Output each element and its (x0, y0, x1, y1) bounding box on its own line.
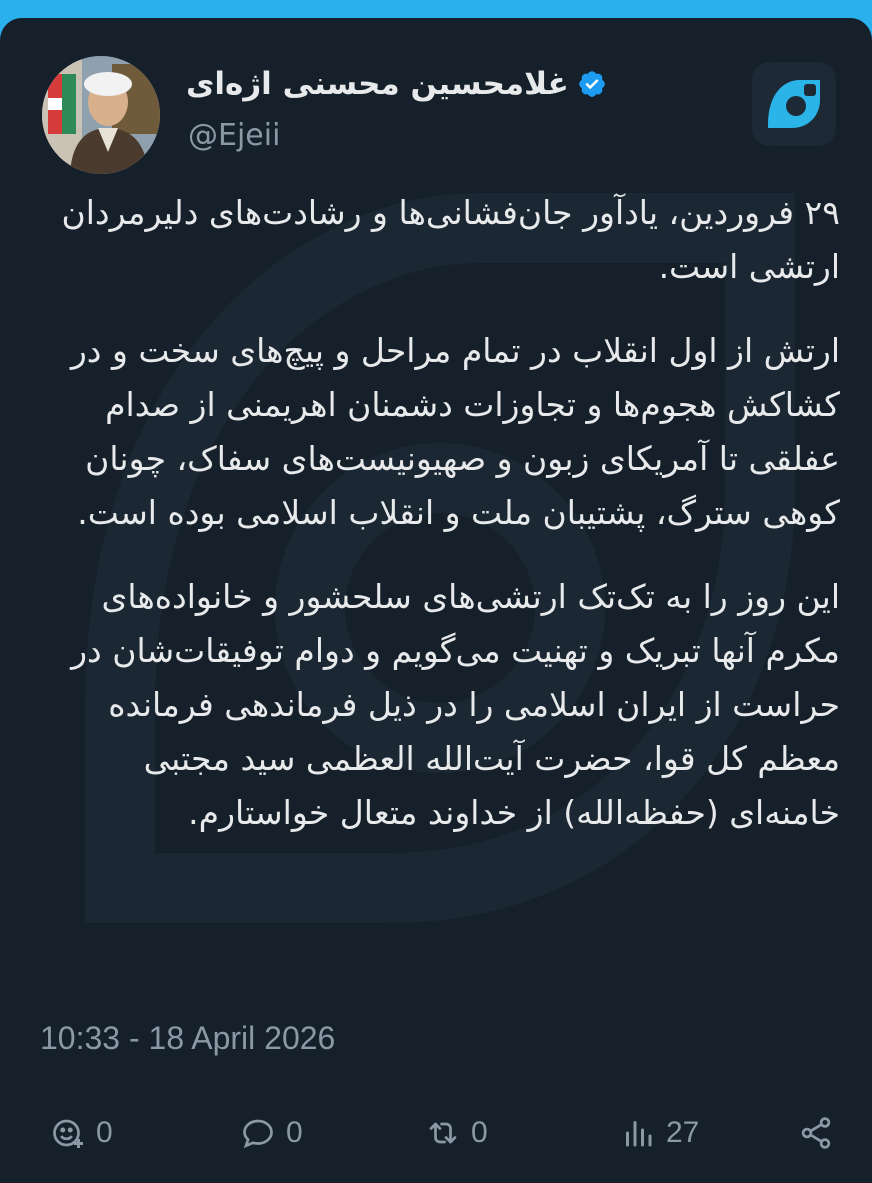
avatar-image (42, 56, 160, 174)
comment-count: 0 (286, 1116, 303, 1149)
share-icon (798, 1115, 834, 1151)
author-name-row[interactable] (186, 62, 607, 106)
retweet-button[interactable] (425, 1108, 488, 1158)
tweet-card (0, 18, 872, 1183)
emoji-add-icon (50, 1115, 86, 1151)
retweet-count: 0 (471, 1116, 488, 1149)
author-name[interactable]: غلامحسین محسنی اژه‌ای (186, 66, 569, 102)
tweet-paragraph: ارتش از اول انقلاب در تمام مراحل و پیچ‌های سخت و در کشاکش هجوم‌ها و تجاوزات دشمنان اهریمنی از صدام عفلقی تا آمریکای زبون و صهیونیست‌های سفاک، چونان کوهی سترگ، پشتیبان ملت و انقلاب اسلامی بوده است. (70, 331, 840, 532)
tweet-paragraph: این روز را به تک‌تک ارتشی‌های سلحشور و خانواده‌های مکرم آنها تبریک و تهنیت می‌گویم و دوام توفیقات‌شان در حراست از ایران اسلامی را در ذیل فرماندهی فرمانده معظم کل قوا، حضرت آیت‌الله العظمی سید مجتبی خامنه‌ای (حفظه‌الله) از خداوند متعال خواستارم. (71, 577, 840, 832)
reply-button[interactable] (50, 1108, 113, 1158)
views-button[interactable] (620, 1108, 699, 1158)
author-handle[interactable]: @Ejeii (188, 118, 281, 153)
share-button[interactable] (798, 1108, 834, 1158)
views-count: 27 (666, 1116, 700, 1149)
retweet-icon (425, 1115, 461, 1151)
tweet-text (34, 186, 840, 870)
tweet-timestamp[interactable]: 10:33 - 18 April 2026 (40, 1020, 336, 1056)
action-bar (0, 1108, 872, 1158)
bar-chart-icon (620, 1115, 656, 1151)
speech-bubble-icon (240, 1115, 276, 1151)
reply-count: 0 (96, 1116, 113, 1149)
comment-button[interactable] (240, 1108, 303, 1158)
app-logo-icon (752, 62, 836, 146)
tweet-paragraph: ۲۹ فروردین، یادآور جان‌فشانی‌ها و رشادت‌های دلیرمردان ارتشی است. (61, 193, 840, 286)
avatar[interactable] (42, 56, 160, 174)
verified-badge-icon (577, 69, 607, 99)
